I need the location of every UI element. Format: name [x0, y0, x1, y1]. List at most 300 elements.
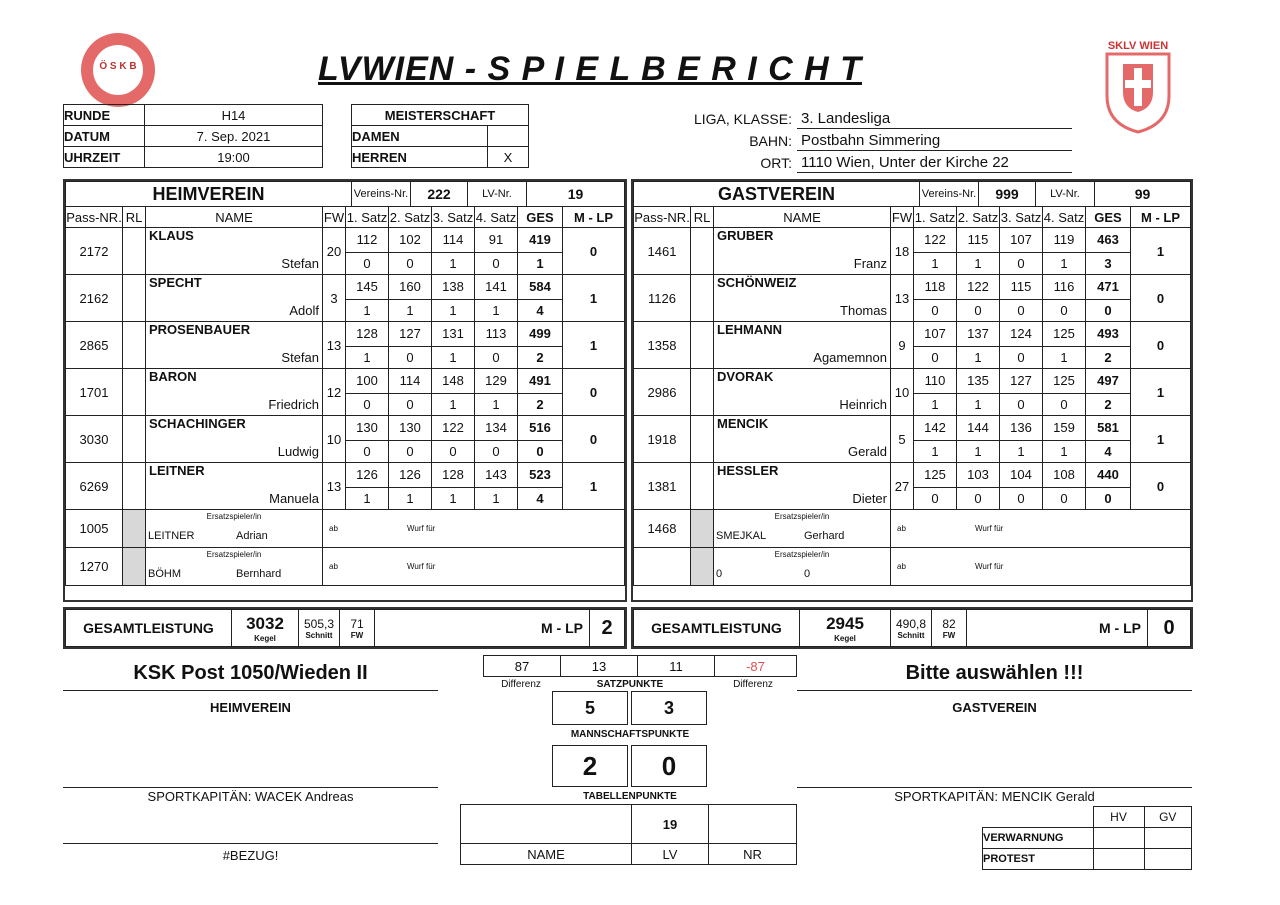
- sub-ab-label: ab: [329, 562, 338, 571]
- home-fw-value: 71: [350, 616, 364, 631]
- fw-value: 12: [323, 369, 346, 416]
- pass-nr: 2172: [66, 228, 123, 275]
- substitute-row: [634, 510, 1191, 548]
- sub-info-cell: [891, 510, 1191, 548]
- home-total-box: [63, 607, 627, 649]
- sub-wurf-label: Wurf für: [407, 524, 436, 533]
- point-s2: 0: [957, 487, 1000, 510]
- tabellen-name-cell: [461, 805, 632, 844]
- home-total-label: GESAMTLEISTUNG: [66, 610, 232, 647]
- rl-cell: [123, 228, 146, 275]
- satzpunkte-value: 4: [518, 299, 563, 322]
- sub-first-name: Adrian: [236, 530, 268, 542]
- score-s2: 114: [389, 369, 432, 394]
- guest-mlp-label: M - LP: [967, 610, 1148, 647]
- rl-cell: [691, 322, 714, 369]
- point-s2: 0: [389, 346, 432, 369]
- col-ges: GES: [1086, 207, 1131, 228]
- home-difference: 87: [484, 656, 561, 677]
- col-name: NAME: [146, 207, 323, 228]
- tabellen-lv-label: LV: [632, 844, 709, 865]
- meisterschaft-table: [351, 104, 529, 168]
- point-s1: 1: [914, 393, 957, 416]
- score-s2: 137: [957, 322, 1000, 347]
- player-first-name: Friedrich: [146, 393, 323, 416]
- player-first-name: Ludwig: [146, 440, 323, 463]
- score-s3: 122: [432, 416, 475, 441]
- guest-kegel-label: Kegel: [834, 633, 856, 643]
- rl-cell: [123, 275, 146, 322]
- fw-value: 10: [891, 369, 914, 416]
- rl-cell: [123, 463, 146, 510]
- player-last-name: MENCIK: [714, 416, 891, 441]
- col-passnr: Pass-NR.: [634, 207, 691, 228]
- col-s2: 2. Satz: [389, 207, 432, 228]
- home-schnitt-label: Schnitt: [305, 630, 333, 640]
- guest-label: GASTVEREIN: [634, 182, 920, 207]
- satzpunkte-value: 4: [518, 487, 563, 510]
- player-points-row: [66, 440, 625, 463]
- score-s1: 100: [346, 369, 389, 394]
- rl-cell: [691, 275, 714, 322]
- home-mlp-label: M - LP: [375, 610, 590, 647]
- point-s4: 1: [1043, 440, 1086, 463]
- protest-hv[interactable]: [1093, 849, 1144, 870]
- shield-icon: [1103, 52, 1173, 134]
- point-s2: 0: [389, 440, 432, 463]
- tabellen-nr-label: NR: [709, 844, 797, 865]
- col-ges: GES: [518, 207, 563, 228]
- fw-value: 13: [891, 275, 914, 322]
- score-s4: 108: [1043, 463, 1086, 488]
- player-last-name: HESSLER: [714, 463, 891, 488]
- pass-nr: 1381: [634, 463, 691, 510]
- sub-name-cell: [714, 510, 891, 548]
- ges-total: 463: [1086, 228, 1131, 253]
- mannschaftspunkte-label: MANNSCHAFTSPUNKTE: [570, 729, 690, 740]
- point-s4: 1: [1043, 252, 1086, 275]
- ges-total: 523: [518, 463, 563, 488]
- point-s3: 1: [432, 252, 475, 275]
- player-row: [634, 322, 1191, 347]
- player-last-name: SPECHT: [146, 275, 323, 300]
- oskb-logo: [81, 33, 155, 107]
- score-s2: 130: [389, 416, 432, 441]
- score-s4: 113: [475, 322, 518, 347]
- guest-difference: -87: [715, 656, 797, 677]
- tabellen-nr-cell: [709, 805, 797, 844]
- guest-schnitt-value: 490,8: [895, 616, 927, 631]
- score-s2: 160: [389, 275, 432, 300]
- score-s1: 145: [346, 275, 389, 300]
- point-s4: 0: [475, 440, 518, 463]
- mlp-value: 0: [1131, 463, 1191, 510]
- guest-header-row: [633, 181, 1191, 207]
- ges-total: 491: [518, 369, 563, 394]
- point-s2: 1: [389, 487, 432, 510]
- home-total-table: [65, 609, 625, 647]
- substitute-row: [66, 510, 625, 548]
- meisterschaft-label: MEISTERSCHAFT: [352, 105, 529, 126]
- point-s2: 1: [957, 440, 1000, 463]
- point-s3: 1: [432, 393, 475, 416]
- score-s2: 122: [957, 275, 1000, 300]
- home-header-row: [65, 181, 625, 207]
- score-s4: 125: [1043, 322, 1086, 347]
- warning-table: [982, 806, 1192, 870]
- point-s1: 0: [914, 346, 957, 369]
- guest-kegel-value: 2945: [826, 613, 864, 633]
- satzpunkte-value: 1: [518, 252, 563, 275]
- score-s3: 114: [432, 228, 475, 253]
- sub-ab-label: ab: [897, 562, 906, 571]
- col-fw: FW: [891, 207, 914, 228]
- player-row: [634, 275, 1191, 300]
- uhrzeit-label: UHRZEIT: [64, 147, 145, 168]
- page-title: LVWIEN - S P I E L B E R I C H T: [318, 50, 862, 88]
- point-s1: 1: [346, 299, 389, 322]
- satzpunkte-value: 0: [1086, 487, 1131, 510]
- rl-cell: [691, 463, 714, 510]
- fw-value: 9: [891, 322, 914, 369]
- score-s3: 131: [432, 322, 475, 347]
- player-row: [66, 463, 625, 488]
- satz-guest-value: 3: [631, 691, 707, 725]
- point-s2: 0: [389, 252, 432, 275]
- ges-total: 497: [1086, 369, 1131, 394]
- point-s3: 1: [432, 487, 475, 510]
- ges-total: 471: [1086, 275, 1131, 300]
- fw-value: 3: [323, 275, 346, 322]
- score-s4: 119: [1043, 228, 1086, 253]
- sub-name-cell: [146, 510, 323, 548]
- point-s4: 0: [1043, 299, 1086, 322]
- fw-value: 18: [891, 228, 914, 275]
- col-s4: 4. Satz: [1043, 207, 1086, 228]
- pass-nr: 1126: [634, 275, 691, 322]
- score-s3: 148: [432, 369, 475, 394]
- satzpunkte-value: 3: [1086, 252, 1131, 275]
- point-s4: 1: [475, 393, 518, 416]
- sub-last-name: 0: [716, 568, 723, 580]
- pass-nr: 1358: [634, 322, 691, 369]
- mlp-value: 0: [1131, 322, 1191, 369]
- player-first-name: Gerald: [714, 440, 891, 463]
- point-s4: 1: [475, 299, 518, 322]
- sub-first-name: Bernhard: [236, 568, 282, 580]
- sub-label: Ersatzspieler/in: [206, 512, 262, 521]
- sub-wurf-label: Wurf für: [975, 524, 1004, 533]
- point-s3: 0: [1000, 346, 1043, 369]
- sklv-wien-text: SKLV WIEN: [1107, 40, 1169, 52]
- sub-label: Ersatzspieler/in: [774, 550, 830, 559]
- point-s3: 0: [432, 440, 475, 463]
- tabellen-lv-value: 19: [632, 805, 709, 844]
- satzpunkte-value: 4: [1086, 440, 1131, 463]
- sub-info-cell: [323, 548, 625, 586]
- player-first-name: Stefan: [146, 252, 323, 275]
- point-s3: 0: [1000, 252, 1043, 275]
- rl-cell: [691, 416, 714, 463]
- sub-label: Ersatzspieler/in: [206, 550, 262, 559]
- tabellenpunkte-label: TABELLENPUNKTE: [583, 791, 677, 802]
- score-s2: 126: [389, 463, 432, 488]
- guest-vereinsnr-label: Vereins-Nr.: [920, 182, 979, 207]
- tabellen-table: [460, 804, 797, 865]
- point-s3: 0: [1000, 487, 1043, 510]
- sub-last-name: BÖHM: [148, 568, 181, 580]
- player-row: [634, 228, 1191, 253]
- pass-nr: 1918: [634, 416, 691, 463]
- home-team-name: KSK Post 1050/Wieden II: [133, 662, 368, 684]
- guest-total-label: GESAMTLEISTUNG: [634, 610, 800, 647]
- player-first-name: Thomas: [714, 299, 891, 322]
- herren-value: X: [488, 147, 529, 168]
- player-row: [66, 228, 625, 253]
- score-s3: 107: [1000, 228, 1043, 253]
- liga-value: 3. Landesliga: [801, 110, 891, 127]
- point-s1: 0: [914, 299, 957, 322]
- ges-total: 493: [1086, 322, 1131, 347]
- pass-nr: 2865: [66, 322, 123, 369]
- sub-rl-cell: [691, 510, 714, 548]
- score-s1: 130: [346, 416, 389, 441]
- col-s3: 3. Satz: [432, 207, 475, 228]
- col-passnr: Pass-NR.: [66, 207, 123, 228]
- pass-nr: 1461: [634, 228, 691, 275]
- col-fw: FW: [323, 207, 346, 228]
- player-points-row: [66, 252, 625, 275]
- mlp-value: 1: [563, 322, 625, 369]
- guest-vereinsnr-value: 999: [979, 182, 1036, 207]
- home-vereinsnr-label: Vereins-Nr.: [352, 182, 411, 207]
- damen-label: DAMEN: [352, 126, 488, 147]
- sub-rl-cell: [123, 548, 146, 586]
- satzpunkte-value: 0: [1086, 299, 1131, 322]
- sub-pass-nr: 1005: [66, 510, 123, 548]
- player-first-name: Agamemnon: [714, 346, 891, 369]
- pass-nr: 2986: [634, 369, 691, 416]
- protest-label: PROTEST: [983, 849, 1094, 870]
- runde-label: RUNDE: [64, 105, 145, 126]
- col-s3: 3. Satz: [1000, 207, 1043, 228]
- player-row: [634, 416, 1191, 441]
- score-s3: 104: [1000, 463, 1043, 488]
- score-s3: 128: [432, 463, 475, 488]
- col-s1: 1. Satz: [914, 207, 957, 228]
- sub-last-name: LEITNER: [148, 530, 195, 542]
- satz-home-value: 5: [552, 691, 628, 725]
- point-s3: 1: [432, 299, 475, 322]
- player-last-name: BARON: [146, 369, 323, 394]
- col-mlp: M - LP: [563, 207, 625, 228]
- bahn-label: BAHN:: [749, 133, 792, 149]
- player-first-name: Adolf: [146, 299, 323, 322]
- sub-label: Ersatzspieler/in: [774, 512, 830, 521]
- mlp-value: 0: [1131, 275, 1191, 322]
- player-last-name: SCHÖNWEIZ: [714, 275, 891, 300]
- sub-ab-label: ab: [329, 524, 338, 533]
- home-kegel-value: 3032: [246, 613, 284, 633]
- bahn-value: Postbahn Simmering: [801, 132, 941, 149]
- player-first-name: Stefan: [146, 346, 323, 369]
- score-s1: 122: [914, 228, 957, 253]
- sub-wurf-label: Wurf für: [407, 562, 436, 571]
- score-s1: 128: [346, 322, 389, 347]
- guest-players-table: [633, 206, 1191, 586]
- point-s4: 0: [1043, 393, 1086, 416]
- verwarnung-label: VERWARNUNG: [983, 828, 1094, 849]
- home-mlp-value: 2: [590, 610, 625, 647]
- point-s4: 1: [1043, 346, 1086, 369]
- fw-value: 27: [891, 463, 914, 510]
- fw-value: 13: [323, 322, 346, 369]
- diff-row: [483, 655, 797, 677]
- score-s4: 159: [1043, 416, 1086, 441]
- sub-pass-nr: 1468: [634, 510, 691, 548]
- fw-value: 20: [323, 228, 346, 275]
- col-name: NAME: [714, 207, 891, 228]
- score-s3: 115: [1000, 275, 1043, 300]
- score-s2: 102: [389, 228, 432, 253]
- home-kegel-label: Kegel: [254, 633, 276, 643]
- guest-satzpunkte-total: 11: [638, 656, 715, 677]
- sub-rl-cell: [691, 548, 714, 586]
- sub-name-cell: [146, 548, 323, 586]
- col-mlp: M - LP: [1131, 207, 1191, 228]
- col-rl: RL: [123, 207, 146, 228]
- pass-nr: 3030: [66, 416, 123, 463]
- rl-cell: [691, 369, 714, 416]
- ges-total: 584: [518, 275, 563, 300]
- verwarnung-gv[interactable]: [1144, 828, 1192, 849]
- point-s2: 0: [957, 299, 1000, 322]
- point-s2: 1: [957, 346, 1000, 369]
- guest-schnitt-label: Schnitt: [897, 630, 925, 640]
- score-s4: 134: [475, 416, 518, 441]
- ort-value: 1110 Wien, Unter der Kirche 22: [801, 154, 1009, 171]
- mlp-value: 0: [563, 416, 625, 463]
- point-s3: 0: [1000, 299, 1043, 322]
- score-s4: 129: [475, 369, 518, 394]
- sub-wurf-label: Wurf für: [975, 562, 1004, 571]
- home-satzpunkte-total: 13: [561, 656, 638, 677]
- home-label: HEIMVEREIN: [66, 182, 352, 207]
- player-first-name: Franz: [714, 252, 891, 275]
- guest-lvnr-value: 99: [1095, 182, 1191, 207]
- sklv-wien-logo: [1093, 38, 1183, 138]
- player-last-name: KLAUS: [146, 228, 323, 253]
- player-row: [634, 369, 1191, 394]
- point-s1: 0: [346, 440, 389, 463]
- herren-label: HERREN: [352, 147, 488, 168]
- ges-total: 440: [1086, 463, 1131, 488]
- player-last-name: SCHACHINGER: [146, 416, 323, 441]
- point-s1: 1: [914, 252, 957, 275]
- mlp-value: 1: [563, 275, 625, 322]
- rl-cell: [123, 369, 146, 416]
- player-last-name: PROSENBAUER: [146, 322, 323, 347]
- player-row: [66, 275, 625, 300]
- player-row: [634, 463, 1191, 488]
- score-s2: 144: [957, 416, 1000, 441]
- point-s1: 1: [346, 487, 389, 510]
- score-s4: 91: [475, 228, 518, 253]
- point-s4: 0: [475, 346, 518, 369]
- datum-label: DATUM: [64, 126, 145, 147]
- damen-value: [488, 126, 529, 147]
- point-s1: 0: [346, 393, 389, 416]
- mann-guest-value: 0: [631, 745, 707, 787]
- player-points-row: [66, 346, 625, 369]
- satzpunkte-label: SATZPUNKTE: [596, 679, 664, 690]
- player-first-name: Manuela: [146, 487, 323, 510]
- fw-value: 10: [323, 416, 346, 463]
- point-s1: 1: [914, 440, 957, 463]
- point-s1: 0: [914, 487, 957, 510]
- oskb-letters: Ö S K B: [99, 61, 137, 72]
- score-s2: 135: [957, 369, 1000, 394]
- gv-label: GV: [1144, 807, 1192, 828]
- home-fw-label: FW: [350, 630, 364, 640]
- guest-total-box: [631, 607, 1193, 649]
- mlp-value: 0: [563, 369, 625, 416]
- guest-team-name: Bitte auswählen !!!: [905, 662, 1084, 684]
- pass-nr: 2162: [66, 275, 123, 322]
- home-bezug: #BEZUG!: [222, 848, 279, 863]
- satzpunkte-value: 2: [1086, 393, 1131, 416]
- mann-home-value: 2: [552, 745, 628, 787]
- mlp-value: 1: [1131, 228, 1191, 275]
- sub-first-name: Gerhard: [804, 530, 845, 542]
- sub-first-name: 0: [804, 568, 811, 580]
- ges-total: 419: [518, 228, 563, 253]
- guest-total-table: [633, 609, 1191, 647]
- ges-total: 581: [1086, 416, 1131, 441]
- score-s4: 143: [475, 463, 518, 488]
- satzpunkte-value: 2: [518, 346, 563, 369]
- player-points-row: [66, 299, 625, 322]
- sub-last-name: SMEJKAL: [716, 530, 767, 542]
- home-players-table: [65, 206, 625, 586]
- satzpunkte-value: 2: [518, 393, 563, 416]
- sub-pass-nr: 1270: [66, 548, 123, 586]
- col-s2: 2. Satz: [957, 207, 1000, 228]
- sub-name-cell: [714, 548, 891, 586]
- player-first-name: Dieter: [714, 487, 891, 510]
- sub-ab-label: ab: [897, 524, 906, 533]
- rl-cell: [123, 322, 146, 369]
- col-s4: 4. Satz: [475, 207, 518, 228]
- fw-value: 5: [891, 416, 914, 463]
- home-schnitt-value: 505,3: [303, 616, 335, 631]
- mlp-value: 1: [563, 463, 625, 510]
- verwarnung-hv[interactable]: [1093, 828, 1144, 849]
- guest-fw-value: 82: [942, 616, 956, 631]
- score-s1: 126: [346, 463, 389, 488]
- point-s4: 0: [475, 252, 518, 275]
- sub-info-cell: [891, 548, 1191, 586]
- datum-value: 7. Sep. 2021: [145, 126, 323, 147]
- sub-rl-cell: [123, 510, 146, 548]
- score-s1: 142: [914, 416, 957, 441]
- guest-fw-label: FW: [942, 630, 956, 640]
- protest-gv[interactable]: [1144, 849, 1192, 870]
- liga-label: LIGA, KLASSE:: [693, 111, 792, 127]
- player-last-name: LEHMANN: [714, 322, 891, 347]
- score-s2: 103: [957, 463, 1000, 488]
- player-last-name: LEITNER: [146, 463, 323, 488]
